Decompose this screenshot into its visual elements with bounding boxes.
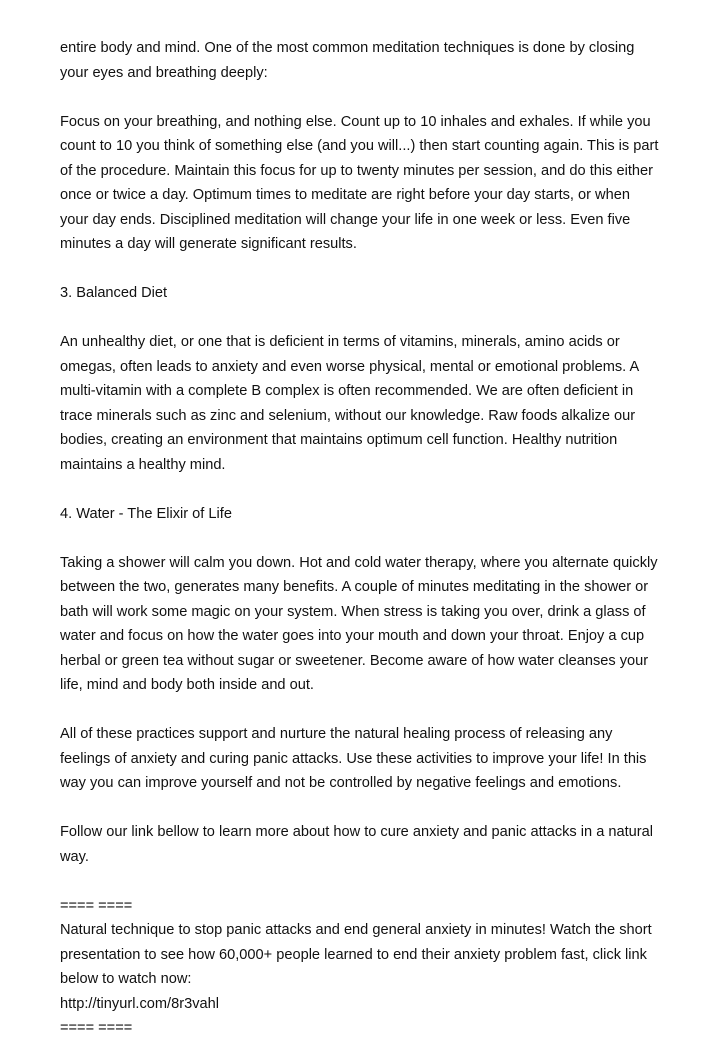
text-line: of the procedure. Maintain this focus for up to twenty minutes per session, and do this either	[60, 162, 653, 179]
paragraph-practices	[60, 722, 680, 796]
heading-water	[60, 502, 680, 527]
text-line: between the two, generates many benefits. A couple of minutes meditating in the shower or	[60, 579, 649, 595]
text-line: count to 10 you think of something else (and you will...) then start counting again. This is part	[60, 138, 659, 154]
heading-balanced-diet	[60, 281, 680, 306]
text-line: water and focus on how the water goes into your mouth and down your throat. Enjoy a cup	[60, 628, 645, 644]
paragraph-breathing	[60, 110, 680, 257]
text-line: herbal or green tea without sugar or sweetener. Become aware of how water cleanses your	[60, 652, 649, 669]
text-line: Taking a shower will calm you down. Hot and cold water therapy, where you alternate quickly	[60, 554, 658, 571]
text-line: bodies, creating an environment that maintains optimum cell function. Healthy nutrition	[60, 432, 618, 448]
text-line: minutes a day will generate significant results.	[60, 236, 357, 252]
text-line: Follow our link bellow to learn more about how to cure anxiety and panic attacks in a natural	[60, 824, 653, 840]
text-line: way you can improve yourself and not be controlled by negative feelings and emotions.	[60, 775, 622, 791]
section-heading: 3. Balanced Diet	[60, 285, 168, 301]
section-heading: 4. Water - The Elixir of Life	[60, 505, 232, 522]
text-line: maintains a healthy mind.	[60, 456, 226, 473]
text-line: feelings of anxiety and curing panic attacks. Use these activities to improve your life! In this	[60, 750, 647, 767]
text-line: An unhealthy diet, or one that is deficient in terms of vitamins, minerals, amino acids or	[60, 334, 620, 350]
separator-bottom: ==== ====	[60, 1020, 133, 1036]
text-line: way.	[60, 848, 89, 865]
text-line: All of these practices support and nurture the natural healing process of releasing any	[60, 726, 613, 742]
promo-footer	[60, 894, 680, 1041]
text-line: your eyes and breathing deeply:	[60, 64, 268, 81]
text-line: presentation to see how 60,000+ people learned to end their anxiety problem fast, click link	[60, 946, 647, 963]
text-line: trace minerals such as zinc and selenium, without our knowledge. Raw foods alkalize our	[60, 407, 636, 424]
text-line: bath will work some magic on your system. When stress is taking you over, drink a glass of	[60, 603, 646, 620]
text-line: once or twice a day. Optimum times to meditate are right before your day starts, or when	[60, 187, 630, 203]
text-line: life, mind and body both inside and out.	[60, 677, 314, 693]
text-line: Natural technique to stop panic attacks and end general anxiety in minutes! Watch the short	[60, 922, 652, 938]
paragraph-water	[60, 551, 680, 698]
text-line: multi-vitamin with a complete B complex is often recommended. We are often deficient in	[60, 383, 634, 399]
separator-top: ==== ====	[60, 897, 133, 914]
paragraph-intro	[60, 36, 680, 85]
text-line: omegas, often leads to anxiety and even worse physical, mental or emotional problems. A	[60, 358, 640, 375]
paragraph-diet	[60, 330, 680, 477]
text-line: Focus on your breathing, and nothing else. Count up to 10 inhales and exhales. If while you	[60, 113, 651, 130]
text-line: your day ends. Disciplined meditation will change your life in one week or less. Even five	[60, 211, 631, 228]
document-page	[60, 36, 680, 1041]
text-line: entire body and mind. One of the most common meditation techniques is done by closing	[60, 40, 635, 56]
promo-link[interactable]: http://tinyurl.com/8r3vahl	[60, 995, 219, 1012]
paragraph-follow	[60, 820, 680, 869]
text-line: below to watch now:	[60, 971, 192, 987]
